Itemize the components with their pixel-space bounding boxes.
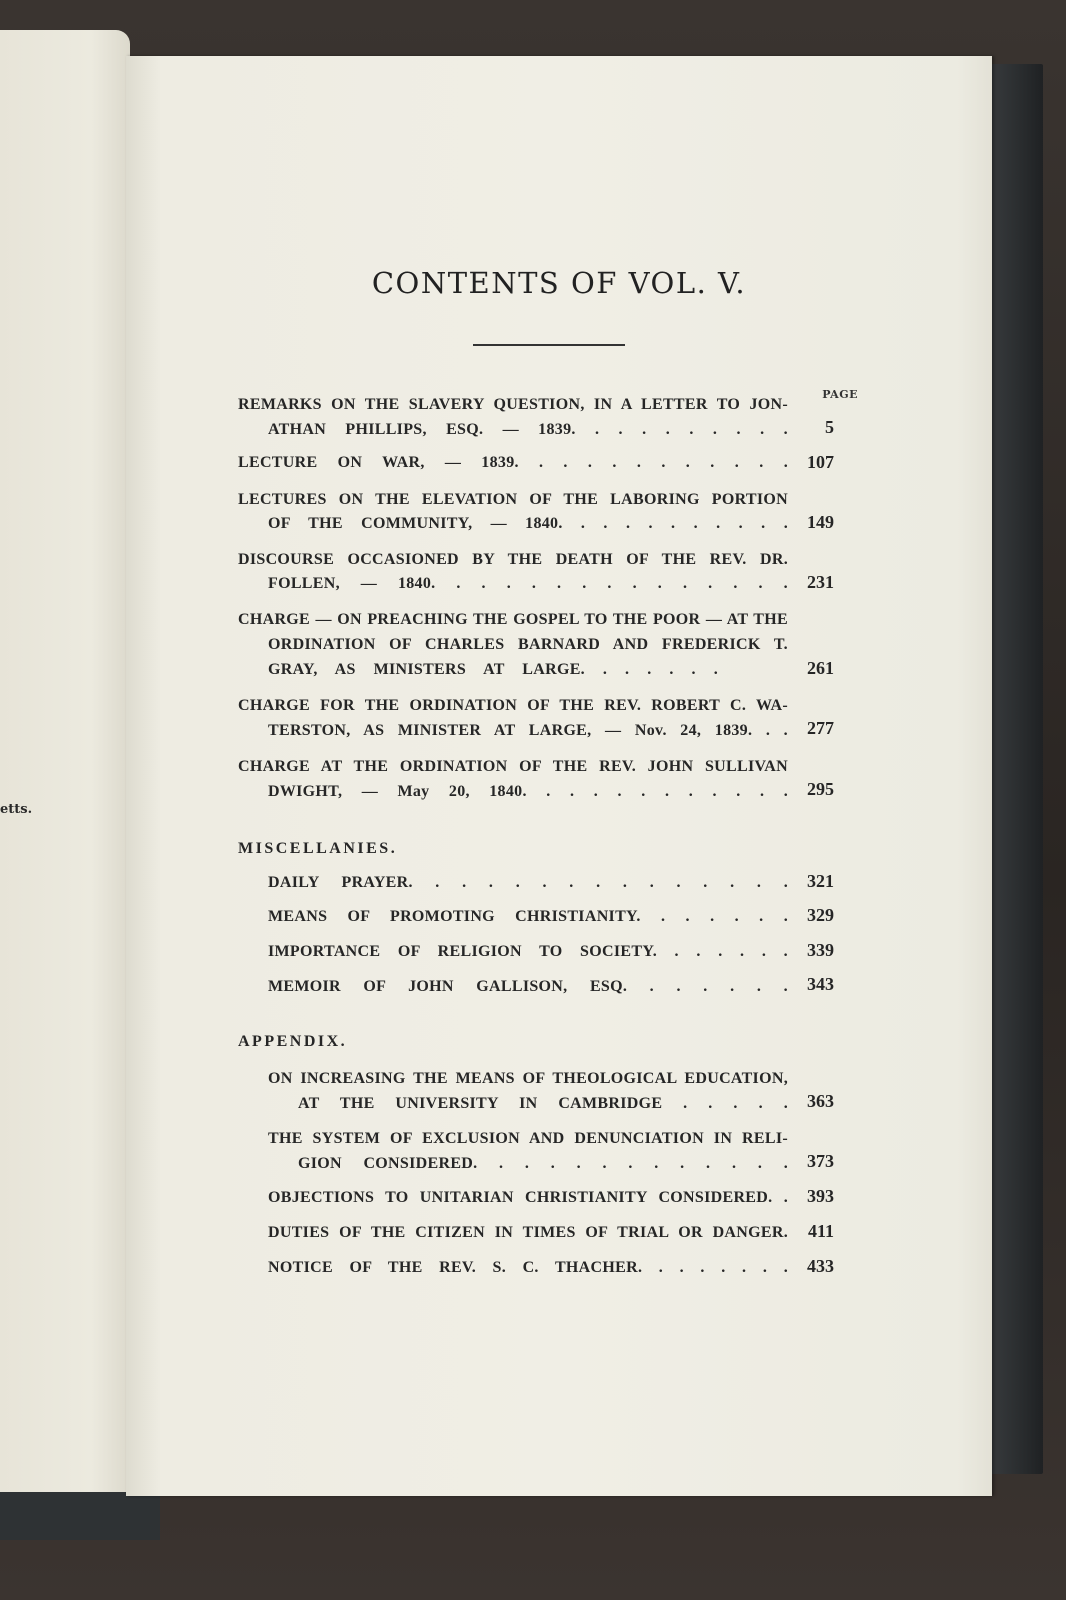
toc-entry-4-page: 231 (807, 572, 834, 592)
toc-entry-6-line-1: CHARGE FOR THE ORDINATION OF THE REV. ROBERT C. WA- (238, 697, 788, 714)
page-column-header: PAGE (822, 388, 858, 401)
misc-item-4: MEMOIR OF JOHN GALLISON, ESQ. . . . . . . (268, 978, 788, 995)
toc-entry-2-page: 107 (807, 452, 834, 472)
toc-entry-3-line-1: LECTURES ON THE ELEVATION OF THE LABORING PORTION (238, 491, 788, 508)
toc-entry-5-line-1: CHARGE — ON PREACHING THE GOSPEL TO THE POOR — AT THE (238, 611, 788, 628)
misc-item-4-page: 343 (807, 974, 834, 994)
appendix-item-1-page: 363 (807, 1091, 834, 1111)
toc-entry-7-line-2: DWIGHT, — May 20, 1840. . . . . . . . . . . . (268, 783, 788, 800)
toc-entry-4-line-1: DISCOURSE OCCASIONED BY THE DEATH OF THE REV. DR. (238, 551, 788, 568)
appendix-item-1-line-2: AT THE UNIVERSITY IN CAMBRIDGE . . . . . (298, 1095, 788, 1112)
toc-entry-6-page: 277 (807, 718, 834, 738)
appendix-item-4-page: 411 (807, 1221, 834, 1241)
toc-entry-1-line-1: REMARKS ON THE SLAVERY QUESTION, IN A LETTER TO JON- (238, 396, 788, 413)
toc-entry-5-line-3: GRAY, AS MINISTERS AT LARGE. . . . . . . (268, 661, 718, 678)
toc-entry-7-line-1: CHARGE AT THE ORDINATION OF THE REV. JOHN SULLIVAN (238, 758, 788, 775)
toc-entry-1-line-2: ATHAN PHILLIPS, ESQ. — 1839. . . . . . . . . . (268, 421, 788, 438)
title-rule (473, 344, 625, 346)
misc-item-3: IMPORTANCE OF RELIGION TO SOCIETY. . . . . . . (268, 943, 788, 960)
toc-entry-6-line-2: TERSTON, AS MINISTER AT LARGE, — Nov. 24, 1839. . . (268, 722, 788, 739)
toc-entry-1-page: 5 (825, 417, 834, 437)
appendix-item-5: NOTICE OF THE REV. S. C. THACHER. . . . . . . . (268, 1259, 788, 1276)
appendix-item-1-line-1: ON INCREASING THE MEANS OF THEOLOGICAL EDUCATION, (268, 1070, 788, 1087)
appendix-item-2-page: 373 (807, 1151, 834, 1171)
contents-page (126, 56, 992, 1496)
left-page-text-fragment: etts. (0, 802, 33, 817)
appendix-item-5-page: 433 (807, 1256, 834, 1276)
misc-item-1: DAILY PRAYER. . . . . . . . . . . . . . . (268, 874, 788, 891)
appendix-item-3: OBJECTIONS TO UNITARIAN CHRISTIANITY CONSIDERED. . (268, 1189, 788, 1206)
misc-item-2: MEANS OF PROMOTING CHRISTIANITY. . . . . . . (268, 908, 788, 925)
miscellanies-heading: MISCELLANIES. (238, 840, 398, 857)
appendix-heading: APPENDIX. (238, 1033, 348, 1050)
left-page (0, 30, 130, 1492)
toc-entry-3-page: 149 (807, 512, 834, 532)
toc-entry-3-line-2: OF THE COMMUNITY, — 1840. . . . . . . . . . . (268, 515, 788, 532)
toc-entry-2-line-1: LECTURE ON WAR, — 1839. . . . . . . . . . . . (238, 454, 788, 471)
misc-item-1-page: 321 (807, 871, 834, 891)
misc-item-3-page: 339 (807, 940, 834, 960)
toc-entry-5-page: 261 (807, 658, 834, 678)
appendix-item-2-line-1: THE SYSTEM OF EXCLUSION AND DENUNCIATION IN RELI- (268, 1130, 788, 1147)
page-title: CONTENTS OF VOL. V. (371, 266, 747, 300)
appendix-item-4: DUTIES OF THE CITIZEN IN TIMES OF TRIAL OR DANGER. (268, 1224, 788, 1241)
appendix-item-3-page: 393 (807, 1186, 834, 1206)
appendix-item-2-line-2: GION CONSIDERED. . . . . . . . . . . . . (298, 1155, 788, 1172)
misc-item-2-page: 329 (807, 905, 834, 925)
toc-entry-7-page: 295 (807, 779, 834, 799)
toc-entry-4-line-2: FOLLEN, — 1840. . . . . . . . . . . . . . . (268, 575, 788, 592)
toc-entry-5-line-2: ORDINATION OF CHARLES BARNARD AND FREDERICK T. (268, 636, 788, 653)
